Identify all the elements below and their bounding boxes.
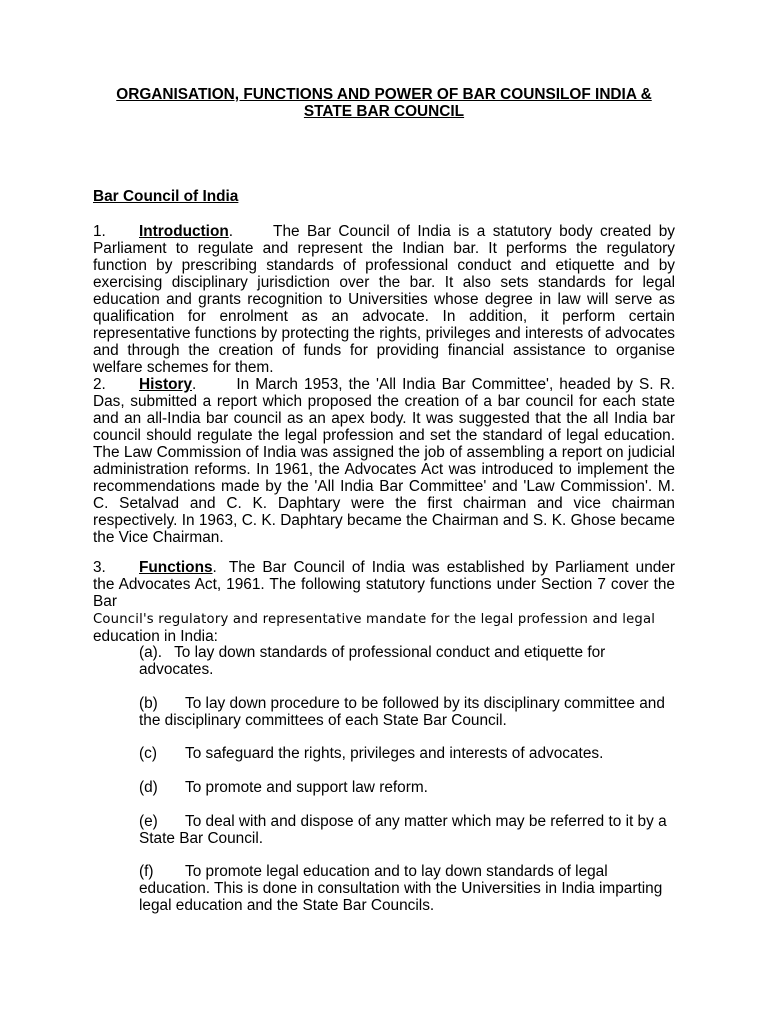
paragraph-heading: Introduction [139,223,229,240]
item-text: To deal with and dispose of any matter which may be referred to it by a State Bar Council. [139,813,667,847]
list-item-d [139,779,675,796]
paragraph-text: The Bar Council of India is a statutory body created by Parliament to regulate and represent the Indian bar. It performs the regulatory function by prescribing standards of professional conduct and etiquette and by exercising disciplinary jurisdiction over the bar. It also sets standards for legal education and grants recognition to Universities whose degree in law will serve as qualification for enrolment as an advocate. In addition, it perform certain representative functions by protecting the rights, privileges and interests of advocates and through the creation of funds for providing financial assistance to organise welfare schemes for them. [93,223,675,376]
item-label: (b) [139,695,158,712]
paragraph-history: 2. History. In March 1953, the 'All India Bar Committee', headed by S. R. Das, submitted a report which proposed the creation of a bar council for each state and an all-India bar council as an apex body. It was suggested that the all India bar council should regulate the legal profession and set the standard of legal education. The Law Commission of India was assigned the job of assembling a report on judicial administration reforms. In 1961, the Advocates Act was introduced to implement the recommendations made by the 'All India Bar Committee' and 'Law Commission'. M. C. Setalvad and C. K. Daphtary were the first chairman and vice chairman respectively. In 1963, C. K. Daphtary became the Chairman and S. K. Ghose became the Vice Chairman. [93,376,675,546]
paragraph-number: 1. [93,223,106,240]
paragraph-heading: Functions [139,559,213,576]
item-text: To lay down standards of professional conduct and etiquette for advocates. [139,644,606,678]
list-item-f [139,863,675,914]
item-label: (f) [139,863,154,880]
list-item-c [139,745,675,762]
paragraph-number: 2. [93,376,106,393]
item-text: To promote and support law reform. [185,779,428,796]
list-item-b [139,695,675,729]
list-item-e [139,813,675,847]
paragraph-introduction: 1. Introduction. The Bar Council of India is a statutory body created by Parliament to regulate and represent the Indian bar. It performs the regulatory function by prescribing standards of professional conduct and etiquette and by exercising disciplinary jurisdiction over the bar. It also sets standards for legal education and grants recognition to Universities whose degree in law will serve as qualification for enrolment as an advocate. In addition, it perform certain representative functions by protecting the rights, privileges and interests of advocates and through the creation of funds for providing financial assistance to organise welfare schemes for them. [93,223,675,376]
item-text: To lay down procedure to be followed by its disciplinary committee and the disciplinary committees of each State Bar Council. [139,695,665,729]
paragraph-text: In March 1953, the 'All India Bar Committee', headed by S. R. Das, submitted a report which proposed the creation of a bar council for each state and an all-India bar council as an apex body. It was suggested that the all India bar council should regulate the legal profession and set the standard of legal education. The Law Commission of India was assigned the job of assembling a report on judicial administration reforms. In 1961, the Advocates Act was introduced to implement the recommendations made by the 'All India Bar Committee' and 'Law Commission'. M. C. Setalvad and C. K. Daphtary were the first chairman and vice chairman respectively. In 1963, C. K. Daphtary became the Chairman and S. K. Ghose became the Vice Chairman. [93,376,675,546]
item-label: (c) [139,745,157,762]
paragraph-heading: History [139,376,193,393]
item-text: To promote legal education and to lay down standards of legal education. This is done in consultation with the Universities in India imparting legal education and the State Bar Councils. [139,863,663,914]
paragraph-text-part1: The Bar Council of India was established by Parliament under the Advocates Act, 1961. The following statutory functions under Section 7 cover the Bar [93,559,675,610]
item-label: (e) [139,813,158,830]
list-item-a [139,644,675,678]
item-text: To safeguard the rights, privileges and interests of advocates. [185,745,604,762]
paragraph-text-part2: Council's regulatory and representative mandate for the legal profession and legal [93,612,656,627]
document-title [93,86,675,120]
section-heading: Bar Council of India [93,188,239,205]
paragraph-text-part3: education in India: [93,628,218,645]
item-label: (a). [139,644,163,661]
paragraph-number: 3. [93,559,106,576]
title-line-2: STATE BAR COUNCIL [303,103,465,120]
paragraph-functions: 3. Functions. The Bar Council of India was established by Parliament under the Advocates Act, 1961. The following statutory functions under Section 7 cover the Bar Council's regulatory and representative mandate for the legal profession and legal education in India: [93,559,675,645]
item-label: (d) [139,779,158,796]
document-page [93,86,675,914]
title-line-1: ORGANISATION, FUNCTIONS AND POWER OF BAR COUNSILOF INDIA & [116,86,652,103]
